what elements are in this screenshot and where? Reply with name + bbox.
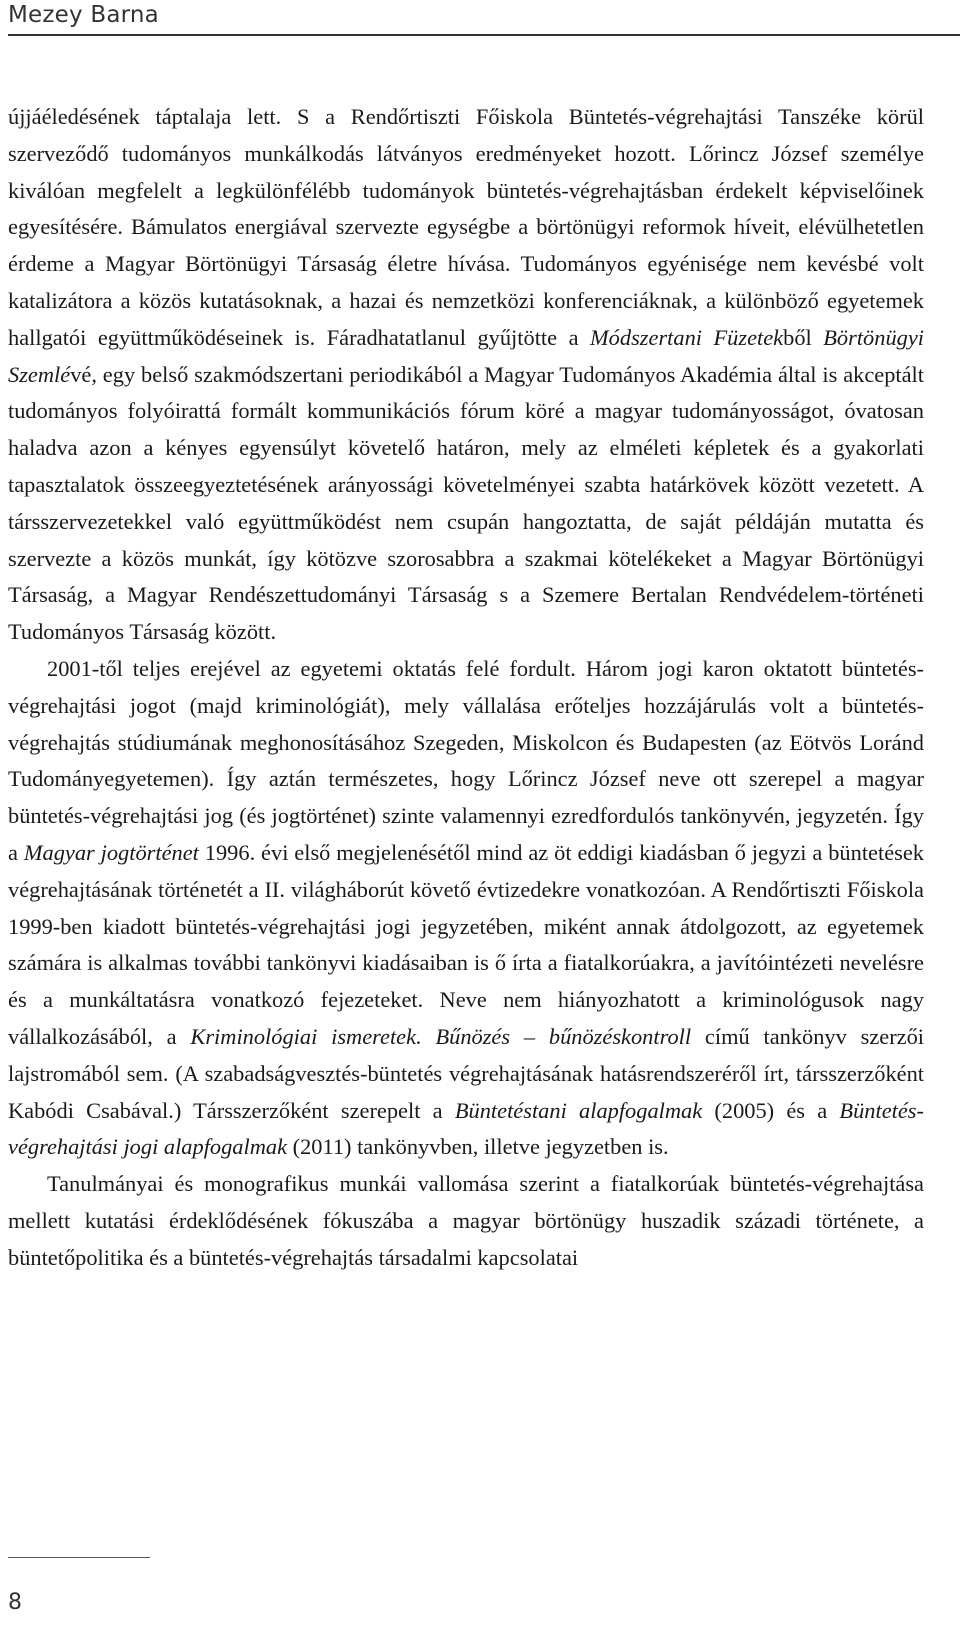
running-header-author: Mezey Barna xyxy=(8,2,159,28)
paragraph-1 xyxy=(8,99,924,651)
body-text xyxy=(8,99,924,1277)
page-number: 8 xyxy=(8,1590,22,1615)
p1-italic-title-2: Börtönügyi Szemlé xyxy=(8,324,924,387)
p2-text-4: (2005) és a xyxy=(702,1097,840,1123)
p1-text-2: ből xyxy=(783,324,824,350)
p2-italic-title-1: Magyar jogtörténet xyxy=(23,839,199,865)
p2-italic-title-4: Büntetés-végrehajtási jogi alapfogalmak xyxy=(8,1097,924,1160)
paragraph-2 xyxy=(8,651,924,1166)
p2-text-2: 1996. évi első megjelenésétől mind az öt eddigi kiadásban ő jegyzi a büntetések végrehajtásának történetét a II. világháborút követő évtizedekre vonatkozóan. A Rendőrtiszti Főiskola 1999-ben kiadott büntetés-végrehajtási jogi jegyzetében, miként annak átdolgozott, az egyetemek számára is alkalmas további tankönyvi kiadásaiban is ő írta a fiatalkorúakra, a javítóintézeti nevelésre és a munkáltatásra vonatkozó fejezeteket. Neve nem hiányozhatott a kriminológusok nagy vállalkozásából, a xyxy=(8,839,924,1049)
p2-text-5: (2011) tankönyvben, illetve jegyzetben is. xyxy=(287,1134,669,1160)
p1-text-1: újjáéledésének táptalaja lett. S a Rendőrtiszti Főiskola Büntetés-végrehajtási Tanszéke körül szerveződő tudományos munkálkodás látványos eredményeket hozott. Lőrincz József személye kiválóan megfelelt a legkülönfélébb tudományok büntetés-végrehajtásban érdekelt képviselőinek egyesítésére. Bámulatos energiával szervezte egységbe a börtönügyi reformok híveit, elévülhetetlen érdeme a Magyar Börtönügyi Társaság életre hívása. Tudományos egyénisége nem kevésbé volt katalizátora a közös kutatásoknak, a hazai és nemzetközi konferenciáknak, a különböző egyetemek hallgatói együttműködéseinek is. Fáradhatatlanul gyűjtötte a xyxy=(8,104,924,350)
paragraph-3 xyxy=(8,1166,924,1276)
p2-text-3: című tankönyv szerzői lajstromából sem. (A szabadságvesztés-büntetés végrehajtásának hatásrendszeréről írt, társszerzőként Kabódi Csabával.) Társszerzőként szerepelt a xyxy=(8,1023,925,1123)
header-rule xyxy=(8,34,960,36)
p2-italic-title-3: Büntetéstani alapfogalmak xyxy=(454,1097,703,1123)
p1-text-3: vé, egy belső szakmódszertani periodikából a Magyar Tudományos Akadémia által is akceptált tudományos folyóirattá formált kommunikációs fórum köré a magyar tudományosságot, óvatosan haladva azon a kényes egyensúlyt követelő határon, mely az elméleti képletek és a gyakorlati tapasztalatok összeegyeztetésének arányossági követelményei szabta határkövek között vezetett. A társszervezetekkel való együttműködést nem csupán hangoztatta, de saját példáján mutatta és szervezte a közös munkát, így kötözve szorosabbra a szakmai kötelékeket a Magyar Börtönügyi Társaság, a Magyar Rendészettudományi Társaság s a Szemere Bertalan Rendvédelem-történeti Tudományos Társaság között. xyxy=(8,361,924,645)
p2-italic-title-2: Kriminológiai ismeretek. Bűnözés – bűnözéskontroll xyxy=(190,1023,692,1049)
footer-rule xyxy=(8,1557,150,1558)
p1-italic-title-1: Módszertani Füzetek xyxy=(590,324,784,350)
p3-text-1: Tanulmányai és monografikus munkái vallomása szerint a fiatalkorúak büntetés-végrehajtása mellett kutatási érdeklődésének fókuszába a magyar börtönügy huszadik századi története, a büntetőpolitika és a büntetés-végrehajtás társadalmi kapcsolatai xyxy=(8,1171,924,1270)
p2-text-1: 2001-től teljes erejével az egyetemi oktatás felé fordult. Három jogi karon oktatott büntetés-végrehajtási jogot (majd kriminológiát), mely vállalása erőteljes hozzájárulás volt a büntetés-végrehajtás stúdiumának meghonosításához Szegeden, Miskolcon és Budapesten (az Eötvös Loránd Tudományegyetemen). Így aztán természetes, hogy Lőrincz József neve ott szerepel a magyar büntetés-végrehajtási jog (és jogtörténet) szinte valamennyi ezredfordulós tankönyvén, jegyzetén. Így a xyxy=(8,655,924,865)
